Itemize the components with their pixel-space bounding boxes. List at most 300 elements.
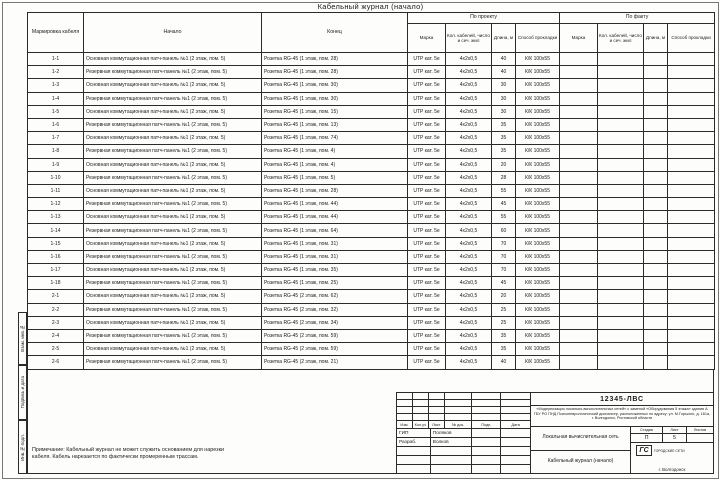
project-name: Локальная вычислительная сеть [531, 427, 630, 451]
cell-f_length [644, 105, 668, 118]
cell-marking: 1-3 [28, 79, 84, 92]
cell-f_length [644, 145, 668, 158]
col-group-by-fact: По факту [560, 13, 715, 24]
cell-end: Розетка RG-45 (1 этаж, пом. 31) [262, 237, 408, 250]
company-logo-icon: ГС [636, 445, 652, 456]
cell-method: К/К 100х55 [516, 66, 560, 79]
col-header-method-project: Способ прокладки [516, 24, 560, 53]
title-block-empty-cell [397, 414, 413, 420]
sheets-value [687, 434, 713, 442]
cell-start: Основная коммутационная патч-панель №1 (2 этаж, пом. 5) [84, 264, 262, 277]
role-name: Волков [431, 438, 473, 446]
cell-marking: 2-1 [28, 290, 84, 303]
cell-count: 4х2х0,5 [446, 184, 492, 197]
cell-brand: UTP кат. 5е [408, 356, 446, 369]
cell-end: Розетка RG-45 (2 этаж, пом. 59) [262, 329, 408, 342]
cell-length: 20 [492, 290, 516, 303]
cell-f_method [668, 184, 715, 197]
cell-method: К/К 100х55 [516, 132, 560, 145]
cell-f_count [598, 118, 644, 131]
cell-f_method [668, 92, 715, 105]
cell-start: Основная коммутационная патч-панель №1 (2 этаж, пом. 5) [84, 211, 262, 224]
title-block-empty-cell [413, 400, 429, 406]
change-header-koluch: Кол.уч [413, 421, 429, 428]
document-names [531, 427, 631, 473]
cell-length: 45 [492, 198, 516, 211]
cell-brand: UTP кат. 5е [408, 290, 446, 303]
cell-method: К/К 100х55 [516, 145, 560, 158]
company-logo-row [631, 443, 713, 456]
cell-f_brand [560, 145, 598, 158]
margin-stamp-vzam-inv [18, 312, 27, 365]
cell-end: Розетка RG-45 (1 этаж, пом. 28) [262, 66, 408, 79]
cell-marking: 1-11 [28, 184, 84, 197]
table-row [28, 53, 715, 66]
cell-f_brand [560, 303, 598, 316]
change-header-list: Лист [429, 421, 445, 428]
cell-length: 55 [492, 184, 516, 197]
cell-marking: 2-5 [28, 343, 84, 356]
cell-f_count [598, 79, 644, 92]
sheets-header: Листов [693, 428, 707, 432]
title-block-empty-cell [472, 465, 501, 473]
cell-method: К/К 100х55 [516, 158, 560, 171]
cell-count: 4х2х0,5 [446, 250, 492, 263]
cell-f_brand [560, 264, 598, 277]
cell-f_brand [560, 237, 598, 250]
cell-marking: 1-4 [28, 92, 84, 105]
cell-length: 70 [492, 237, 516, 250]
table-row [28, 329, 715, 342]
cell-length: 40 [492, 53, 516, 66]
cell-brand: UTP кат. 5е [408, 184, 446, 197]
document-number: 12345-ЛВС [531, 393, 713, 406]
cell-f_count [598, 132, 644, 145]
cell-f_length [644, 92, 668, 105]
title-block-empty-cell [429, 393, 445, 399]
title-block-empty-cell [429, 400, 445, 406]
cell-marking: 2-6 [28, 356, 84, 369]
empty-signature-grid [397, 447, 530, 473]
title-block-empty-cell [501, 456, 530, 464]
cell-f_length [644, 184, 668, 197]
note-line-2: кабеля. Кабель нарезается по фактически промеренным трассам. [32, 454, 199, 460]
cell-marking: 2-2 [28, 303, 84, 316]
cell-f_count [598, 250, 644, 263]
cell-f_count [598, 171, 644, 184]
cell-start: Основная коммутационная патч-панель №1 (2 этаж, пом. 5) [84, 79, 262, 92]
cell-count: 4х2х0,5 [446, 105, 492, 118]
title-block-empty-cell [429, 407, 445, 413]
table-row [28, 66, 715, 79]
cell-method: К/К 100х55 [516, 79, 560, 92]
cell-f_count [598, 158, 644, 171]
change-header-data: Дата [511, 422, 520, 427]
cell-length: 30 [492, 105, 516, 118]
cell-f_method [668, 237, 715, 250]
cell-brand: UTP кат. 5е [408, 66, 446, 79]
cell-brand: UTP кат. 5е [408, 105, 446, 118]
cell-f_brand [560, 211, 598, 224]
cell-f_length [644, 343, 668, 356]
title-block-empty-cell [472, 414, 501, 420]
title-block-empty-cell [431, 465, 473, 473]
cell-f_count [598, 329, 644, 342]
cell-count: 4х2х0,5 [446, 277, 492, 290]
table-row [28, 184, 715, 197]
cell-method: К/К 100х55 [516, 53, 560, 66]
table-row [28, 224, 715, 237]
cell-f_brand [560, 158, 598, 171]
organization-cell [631, 443, 713, 473]
cell-count: 4х2х0,5 [446, 303, 492, 316]
cell-marking: 1-14 [28, 224, 84, 237]
cell-f_length [644, 158, 668, 171]
table-row [28, 356, 715, 369]
cell-start: Резервная коммутационная патч-панель №1 (2 этаж, пом. 5) [84, 145, 262, 158]
cell-f_length [644, 316, 668, 329]
cell-length: 70 [492, 264, 516, 277]
change-header-podp: Подп. [472, 421, 501, 428]
role-date-cell [501, 438, 530, 446]
cell-f_brand [560, 224, 598, 237]
cell-start: Основная коммутационная патч-панель №1 (2 этаж, пом. 5) [84, 158, 262, 171]
cell-count: 4х2х0,5 [446, 66, 492, 79]
cell-start: Резервная коммутационная патч-панель №1 (2 этаж, пом. 5) [84, 224, 262, 237]
cell-f_length [644, 132, 668, 145]
cell-marking: 1-7 [28, 132, 84, 145]
margin-stamp-podpis-data [18, 365, 27, 420]
cell-f_brand [560, 105, 598, 118]
cell-end: Розетка RG-45 (1 этаж, пом. 30) [262, 92, 408, 105]
cell-f_method [668, 343, 715, 356]
table-row [28, 92, 715, 105]
cell-f_method [668, 105, 715, 118]
cell-method: К/К 100х55 [516, 224, 560, 237]
cell-brand: UTP кат. 5е [408, 145, 446, 158]
cell-f_count [598, 356, 644, 369]
cell-start: Основная коммутационная патч-панель №1 (2 этаж, пом. 5) [84, 343, 262, 356]
cell-f_method [668, 290, 715, 303]
title-block-empty-cell [445, 407, 473, 413]
cell-start: Резервная коммутационная патч-панель №1 (2 этаж, пом. 5) [84, 329, 262, 342]
role-signature-cell [472, 438, 501, 446]
cell-brand: UTP кат. 5е [408, 277, 446, 290]
col-header-count-project: Кол. кабелей, число и сеч. жил [446, 24, 492, 53]
title-block-empty-cell [501, 414, 530, 420]
cable-table-body [28, 53, 715, 370]
cell-f_brand [560, 92, 598, 105]
table-row [28, 264, 715, 277]
cell-brand: UTP кат. 5е [408, 343, 446, 356]
cell-start: Резервная коммутационная патч-панель №1 (2 этаж, пом. 5) [84, 66, 262, 79]
cell-end: Розетка RG-45 (1 этаж, пом. 74) [262, 132, 408, 145]
cell-marking: 1-17 [28, 264, 84, 277]
cell-f_length [644, 329, 668, 342]
page-title: Кабельный журнал (начало) [317, 2, 424, 11]
object-description: «Модернизация локально-вычислительных сетей» с заменой «Оборудования 5 этажа» здания А ГБУ РО ПНД Психоневрологический диспансер, расположенных по адресу: ул. М.Горького, д. 161а, г. Волгодонск, Ростовской области [531, 406, 713, 427]
cell-f_count [598, 145, 644, 158]
col-group-by-project: По проекту [408, 13, 560, 24]
cell-marking: 1-16 [28, 250, 84, 263]
cell-f_length [644, 224, 668, 237]
cell-start: Резервная коммутационная патч-панель №1 (2 этаж, пом. 5) [84, 171, 262, 184]
cell-brand: UTP кат. 5е [408, 79, 446, 92]
table-row [28, 198, 715, 211]
title-block-right [531, 393, 713, 473]
title-block [396, 392, 714, 474]
stage-header: Стадия [631, 427, 663, 433]
title-block-empty-cell [501, 447, 530, 455]
cell-brand: UTP кат. 5е [408, 303, 446, 316]
cell-f_brand [560, 66, 598, 79]
cell-marking: 1-2 [28, 66, 84, 79]
cell-f_length [644, 198, 668, 211]
title-block-empty-cell [397, 465, 431, 473]
note-block [32, 447, 312, 461]
cell-f_count [598, 198, 644, 211]
cell-start: Основная коммутационная патч-панель №1 (2 этаж, пом. 5) [84, 316, 262, 329]
cell-length: 60 [492, 224, 516, 237]
cell-count: 4х2х0,5 [446, 79, 492, 92]
title-block-empty-cell [472, 447, 501, 455]
cell-start: Резервная коммутационная патч-панель №1 (2 этаж, пом. 5) [84, 198, 262, 211]
cell-f_method [668, 329, 715, 342]
col-header-count-fact: Кол. кабелей, число и сеч. жил [598, 24, 644, 53]
title-block-empty-cell [472, 393, 501, 399]
change-header-ndoc: № док. [445, 421, 473, 428]
role-label: ГИП [397, 429, 431, 437]
cell-start: Основная коммутационная патч-панель №1 (2 этаж, пом. 5) [84, 290, 262, 303]
cell-f_count [598, 66, 644, 79]
table-row [28, 79, 715, 92]
title-block-empty-cell [445, 400, 473, 406]
cell-f_length [644, 211, 668, 224]
cell-marking: 1-5 [28, 105, 84, 118]
cell-end: Розетка RG-45 (1 этаж, пом. 28) [262, 53, 408, 66]
title-block-empty-cell [445, 414, 473, 420]
role-date-cell [501, 429, 530, 437]
cell-f_method [668, 66, 715, 79]
col-header-length-project: Длина, м [492, 24, 516, 53]
title-block-empty-cell [431, 456, 473, 464]
cell-f_length [644, 171, 668, 184]
col-header-marking: Маркировка кабеля [28, 13, 84, 53]
cell-end: Розетка RG-45 (1 этаж, пом. 25) [262, 277, 408, 290]
cell-length: 55 [492, 211, 516, 224]
cell-f_count [598, 343, 644, 356]
cell-f_count [598, 105, 644, 118]
cell-length: 35 [492, 343, 516, 356]
table-row [28, 105, 715, 118]
cell-marking: 2-3 [28, 316, 84, 329]
cell-method: К/К 100х55 [516, 105, 560, 118]
title-block-empty-cell [501, 393, 530, 399]
cell-f_count [598, 184, 644, 197]
title-block-empty-cell [501, 465, 530, 473]
cell-end: Розетка RG-45 (1 этаж, пом. 4) [262, 145, 408, 158]
cell-count: 4х2х0,5 [446, 198, 492, 211]
cell-start: Основная коммутационная патч-панель №1 (2 этаж, пом. 5) [84, 184, 262, 197]
cell-count: 4х2х0,5 [446, 118, 492, 131]
margin-stamp-inv-podl [18, 420, 27, 474]
cell-f_count [598, 237, 644, 250]
cell-f_length [644, 237, 668, 250]
table-row [28, 171, 715, 184]
cell-length: 35 [492, 118, 516, 131]
cell-end: Розетка RG-45 (2 этаж, пом. 62) [262, 290, 408, 303]
cell-f_method [668, 303, 715, 316]
cell-brand: UTP кат. 5е [408, 198, 446, 211]
sheet-title: Кабельный журнал (начало) [547, 457, 614, 464]
cell-f_method [668, 132, 715, 145]
cell-marking: 1-12 [28, 198, 84, 211]
cell-end: Розетка RG-45 (1 этаж, пом. 64) [262, 224, 408, 237]
cell-brand: UTP кат. 5е [408, 237, 446, 250]
title-block-left [397, 393, 531, 473]
cell-method: К/К 100х55 [516, 92, 560, 105]
cell-method: К/К 100х55 [516, 211, 560, 224]
cell-length: 40 [492, 356, 516, 369]
cell-count: 4х2х0,5 [446, 356, 492, 369]
table-row [28, 158, 715, 171]
cell-f_brand [560, 316, 598, 329]
title-block-empty-cell [413, 407, 429, 413]
cell-count: 4х2х0,5 [446, 53, 492, 66]
role-signature-cell [472, 429, 501, 437]
cell-end: Розетка RG-45 (1 этаж, пом. 30) [262, 79, 408, 92]
cell-count: 4х2х0,5 [446, 92, 492, 105]
margin-stamp-label: Инв.№ подл. [20, 433, 25, 461]
cell-f_method [668, 250, 715, 263]
cell-end: Розетка RG-45 (1 этаж, пом. 44) [262, 211, 408, 224]
cell-start: Резервная коммутационная патч-панель №1 (2 этаж, пом. 5) [84, 303, 262, 316]
cell-start: Основная коммутационная патч-панель №1 (2 этаж, пом. 5) [84, 132, 262, 145]
cell-start: Резервная коммутационная патч-панель №1 (2 этаж, пом. 5) [84, 356, 262, 369]
cell-brand: UTP кат. 5е [408, 329, 446, 342]
cell-f_length [644, 118, 668, 131]
cell-method: К/К 100х55 [516, 250, 560, 263]
sheet-value: 5 [663, 434, 687, 442]
cell-f_count [598, 53, 644, 66]
cell-method: К/К 100х55 [516, 118, 560, 131]
cell-f_brand [560, 184, 598, 197]
cell-f_length [644, 356, 668, 369]
title-block-empty-cell [501, 400, 530, 406]
cell-f_method [668, 171, 715, 184]
cell-f_length [644, 277, 668, 290]
cell-marking: 1-9 [28, 158, 84, 171]
cell-brand: UTP кат. 5е [408, 264, 446, 277]
table-row [28, 343, 715, 356]
cell-length: 20 [492, 158, 516, 171]
cell-count: 4х2х0,5 [446, 343, 492, 356]
title-block-empty-cell [397, 447, 431, 455]
cell-end: Розетка RG-45 (2 этаж, пом. 34) [262, 316, 408, 329]
title-block-empty-cell [413, 393, 429, 399]
cell-start: Резервная коммутационная патч-панель №1 (2 этаж, пом. 5) [84, 277, 262, 290]
change-table-grid [397, 393, 530, 421]
cell-brand: UTP кат. 5е [408, 250, 446, 263]
cell-f_method [668, 264, 715, 277]
cell-end: Розетка RG-45 (2 этаж, пом. 21) [262, 356, 408, 369]
cell-marking: 1-6 [28, 118, 84, 131]
table-row [28, 303, 715, 316]
cell-f_count [598, 277, 644, 290]
cell-end: Розетка RG-45 (1 этаж, пом. 28) [262, 184, 408, 197]
cell-brand: UTP кат. 5е [408, 224, 446, 237]
cell-start: Резервная коммутационная патч-панель №1 (2 этаж, пом. 5) [84, 250, 262, 263]
cell-end: Розетка RG-45 (1 этаж, пом. 4) [262, 158, 408, 171]
cell-brand: UTP кат. 5е [408, 92, 446, 105]
cell-count: 4х2х0,5 [446, 237, 492, 250]
cell-brand: UTP кат. 5е [408, 171, 446, 184]
cell-count: 4х2х0,5 [446, 290, 492, 303]
cell-brand: UTP кат. 5е [408, 211, 446, 224]
cell-f_method [668, 277, 715, 290]
stage-value: П [631, 434, 663, 442]
cell-f_brand [560, 132, 598, 145]
table-row [28, 145, 715, 158]
cell-count: 4х2х0,5 [446, 171, 492, 184]
cell-count: 4х2х0,5 [446, 145, 492, 158]
cell-f_brand [560, 53, 598, 66]
cell-length: 25 [492, 316, 516, 329]
role-name: Поляков [431, 429, 473, 437]
cell-count: 4х2х0,5 [446, 316, 492, 329]
cell-count: 4х2х0,5 [446, 132, 492, 145]
col-header-start: Начало [84, 13, 262, 53]
cell-end: Розетка RG-45 (1 этаж, пом. 31) [262, 250, 408, 263]
cell-end: Розетка RG-45 (1 этаж, пом. 35) [262, 264, 408, 277]
cell-f_length [644, 290, 668, 303]
table-row [28, 277, 715, 290]
cell-length: 35 [492, 145, 516, 158]
cell-f_brand [560, 250, 598, 263]
cell-length: 45 [492, 277, 516, 290]
cell-length: 70 [492, 250, 516, 263]
cell-f_length [644, 264, 668, 277]
col-header-brand-project: Марка [408, 24, 446, 53]
cell-count: 4х2х0,5 [446, 211, 492, 224]
col-header-method-fact: Способ прокладки [668, 24, 715, 53]
cell-count: 4х2х0,5 [446, 224, 492, 237]
cell-end: Розетка RG-45 (1 этаж, пом. 5) [262, 171, 408, 184]
cell-f_count [598, 303, 644, 316]
cell-f_method [668, 79, 715, 92]
cell-f_brand [560, 118, 598, 131]
cell-end: Розетка RG-45 (2 этаж, пом. 32) [262, 303, 408, 316]
cell-method: К/К 100х55 [516, 264, 560, 277]
cell-f_count [598, 211, 644, 224]
cell-brand: UTP кат. 5е [408, 316, 446, 329]
title-block-empty-cell [472, 456, 501, 464]
title-block-empty-cell [472, 400, 501, 406]
cell-marking: 1-13 [28, 211, 84, 224]
cell-f_count [598, 264, 644, 277]
cell-f_method [668, 211, 715, 224]
cell-f_length [644, 303, 668, 316]
signature-row-razrab [397, 438, 530, 447]
col-header-length-fact: Длина, м [644, 24, 668, 53]
cell-method: К/К 100х55 [516, 198, 560, 211]
cell-f_method [668, 356, 715, 369]
cell-marking: 1-15 [28, 237, 84, 250]
cell-brand: UTP кат. 5е [408, 158, 446, 171]
cell-f_brand [560, 79, 598, 92]
cell-length: 40 [492, 66, 516, 79]
cell-method: К/К 100х55 [516, 329, 560, 342]
